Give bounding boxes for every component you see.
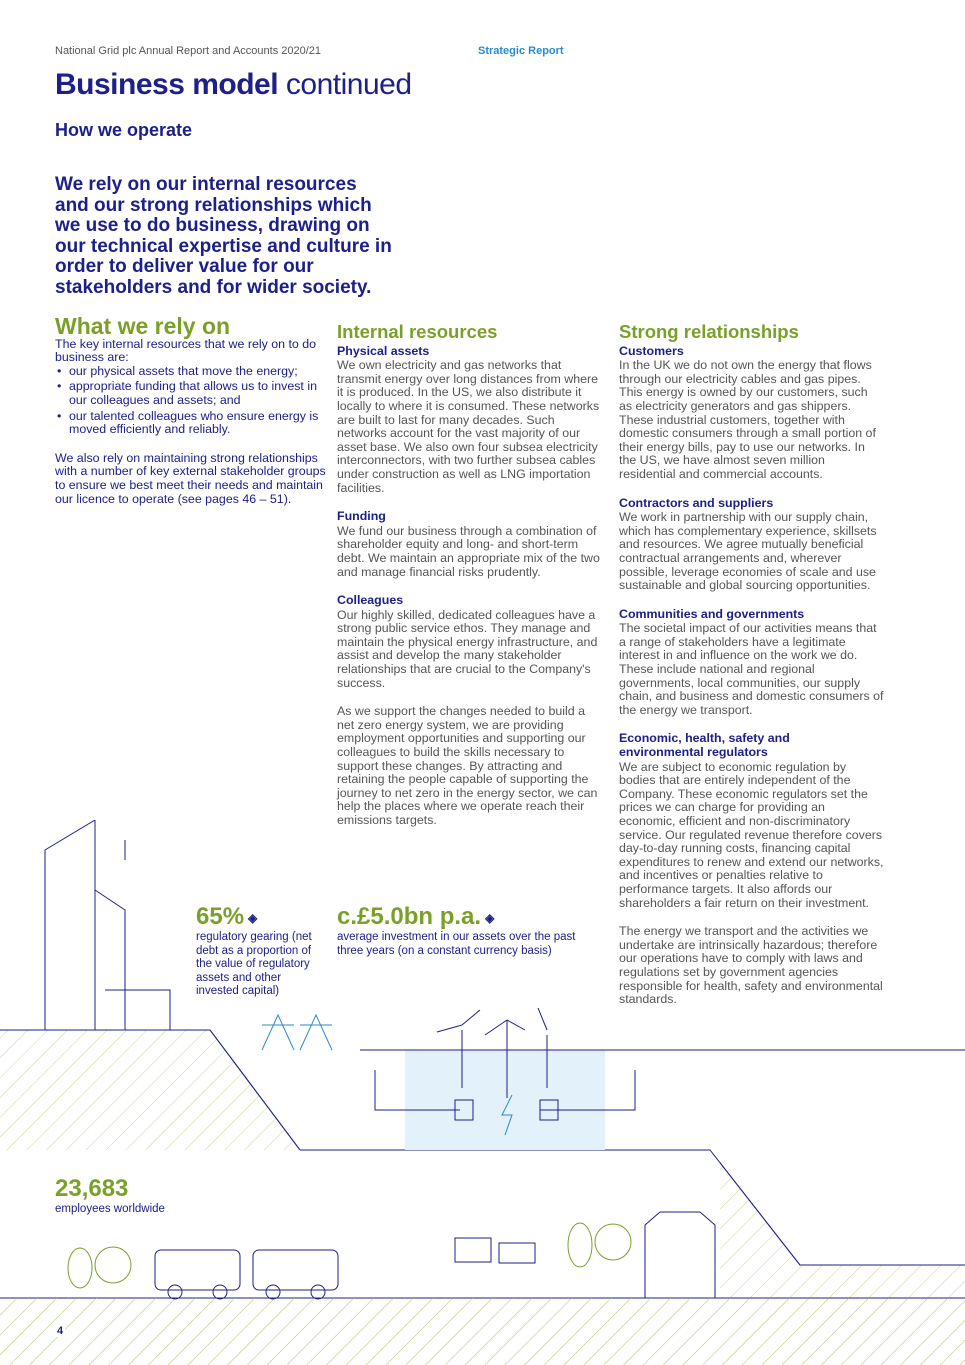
section-text: The societal impact of our activities means that a range of stakeholders have a legitimate interest in and influence on the work we do. These include national and regional governments, local communities, our supply chain, and business and domestic consumers of the energy we transport. <box>619 621 884 717</box>
section-title: Contractors and suppliers <box>619 495 774 510</box>
closing: We also rely on maintaining strong relationships with a number of key external stakeholder groups to ensure we best meet their needs and maintain our licence to operate (see pages 46 – 51). <box>55 450 326 506</box>
stat-investment <box>337 903 577 958</box>
building-icon <box>45 820 170 1030</box>
pylon-icon <box>262 1015 332 1050</box>
section-text: As we support the changes needed to build a net zero energy system, we are providing employment opportunities and supporting our colleagues to build the skills necessary to support these changes. By attracting and retaining the people capable of supporting the journey to net zero in the energy sector, we can help the places where we operate reach their emissions targets. <box>337 704 598 827</box>
lead: The key internal resources that we rely on to do business are: <box>55 336 317 365</box>
section-text: Our highly skilled, dedicated colleagues have a strong public service ethos. They manage and maintain the physical energy infrastructure, and assist and develop the many stakeholder relationships that are crucial to the Company's success. <box>337 607 598 690</box>
section-title: Funding <box>337 509 386 524</box>
section-text: We own electricity and gas networks that transmit energy over long distances from where it is produced. In the US, we also distribute it locally to where it is consumed. These networks are built to last for many decades. Such networks account for the vast majority of our asset base. We also own four subsea electricity interconnectors, with two further subsea cables under construction as well as LNG importation facilities. <box>337 358 600 495</box>
bullet-list <box>55 365 330 437</box>
list-item: • our physical assets that move the energy; <box>55 365 330 379</box>
section-text: The energy we transport and the activities we undertake are intrinsically hazardous; therefore our operations have to comply with laws and regulations set by government agencies responsible for health, safety and environmental standards. <box>619 924 883 1007</box>
section-text: We work in partnership with our supply chain, which has complementary experience, skillsets and resources. We agree mutually beneficial contractual arrangements and, wherever possible, leverage economies of scale and use sustainable and global sourcing opportunities. <box>619 510 877 593</box>
heading: What we rely on <box>55 313 231 339</box>
intro-statement: We rely on our internal resources and our strong relationships which we use to do business, drawing on our technical expertise and culture in order to deliver value for our stakeholders and for wider society. <box>55 174 392 298</box>
assured-badge-icon: ◈ <box>248 910 258 925</box>
stat-value: 65% <box>196 903 245 930</box>
report-title: National Grid plc Annual Report and Accounts 2020/21 <box>55 45 322 57</box>
what-we-rely-on <box>55 313 330 506</box>
title-main: Business model <box>55 68 279 101</box>
title-suffix: continued <box>278 68 412 101</box>
internal-resources <box>337 321 602 843</box>
section-title: Customers <box>619 343 684 358</box>
subtitle: How we operate <box>55 120 193 140</box>
stat-value: 23,683 <box>55 1175 129 1202</box>
stat-gearing <box>196 903 316 999</box>
network-illustration <box>0 820 965 1365</box>
page-title <box>55 68 412 102</box>
section-text: In the UK we do not own the energy that flows through our electricity cables and gas pipes. This energy is owned by our customers, such as electricity generators and gas shippers. These industrial customers, together with domestic consumers through a small portion of their energy bills, pay to use our networks. In the US, we have almost seven million residential and commercial accounts. <box>619 358 876 481</box>
section-title: Colleagues <box>337 593 404 608</box>
stat-label: employees worldwide <box>55 1203 165 1215</box>
stat-label: regulatory gearing (net debt as a proportion of the value of regulatory assets and other invested capital) <box>196 931 312 997</box>
section-title: Economic, health, safety and environmental regulators <box>619 731 790 760</box>
assured-badge-icon: ◈ <box>485 910 495 925</box>
section-text: We are subject to economic regulation by bodies that are entirely independent of the Company. These economic regulators set the prices we can charge for providing an economic, efficient and non-discriminatory service. Our regulated revenue therefore covers day-to-day running costs, financing capital expenditures to renew and extend our networks, and incentives or penalties relative to performance targets. It also affords our shareholders a fair return on their investment. <box>619 759 884 910</box>
heading: Internal resources <box>337 321 498 342</box>
section-title: Communities and governments <box>619 606 805 621</box>
heading: Strong relationships <box>619 321 799 342</box>
list-item: • our talented colleagues who ensure energy is moved efficiently and reliably. <box>55 410 330 437</box>
section-title: Physical assets <box>337 343 430 358</box>
stat-label: average investment in our assets over the past three years (on a constant currency basis) <box>337 931 576 957</box>
section-label: Strategic Report <box>478 45 564 57</box>
page-number: 4 <box>57 1325 64 1337</box>
list-item: • appropriate funding that allows us to invest in our colleagues and assets; and <box>55 380 330 407</box>
stat-employees <box>55 1175 165 1217</box>
stat-value: c.£5.0bn p.a. <box>337 903 482 930</box>
section-text: We fund our business through a combination of shareholder equity and long- and short-term debt. We maintain an appropriate mix of the two and manage financial risks prudently. <box>337 523 600 579</box>
